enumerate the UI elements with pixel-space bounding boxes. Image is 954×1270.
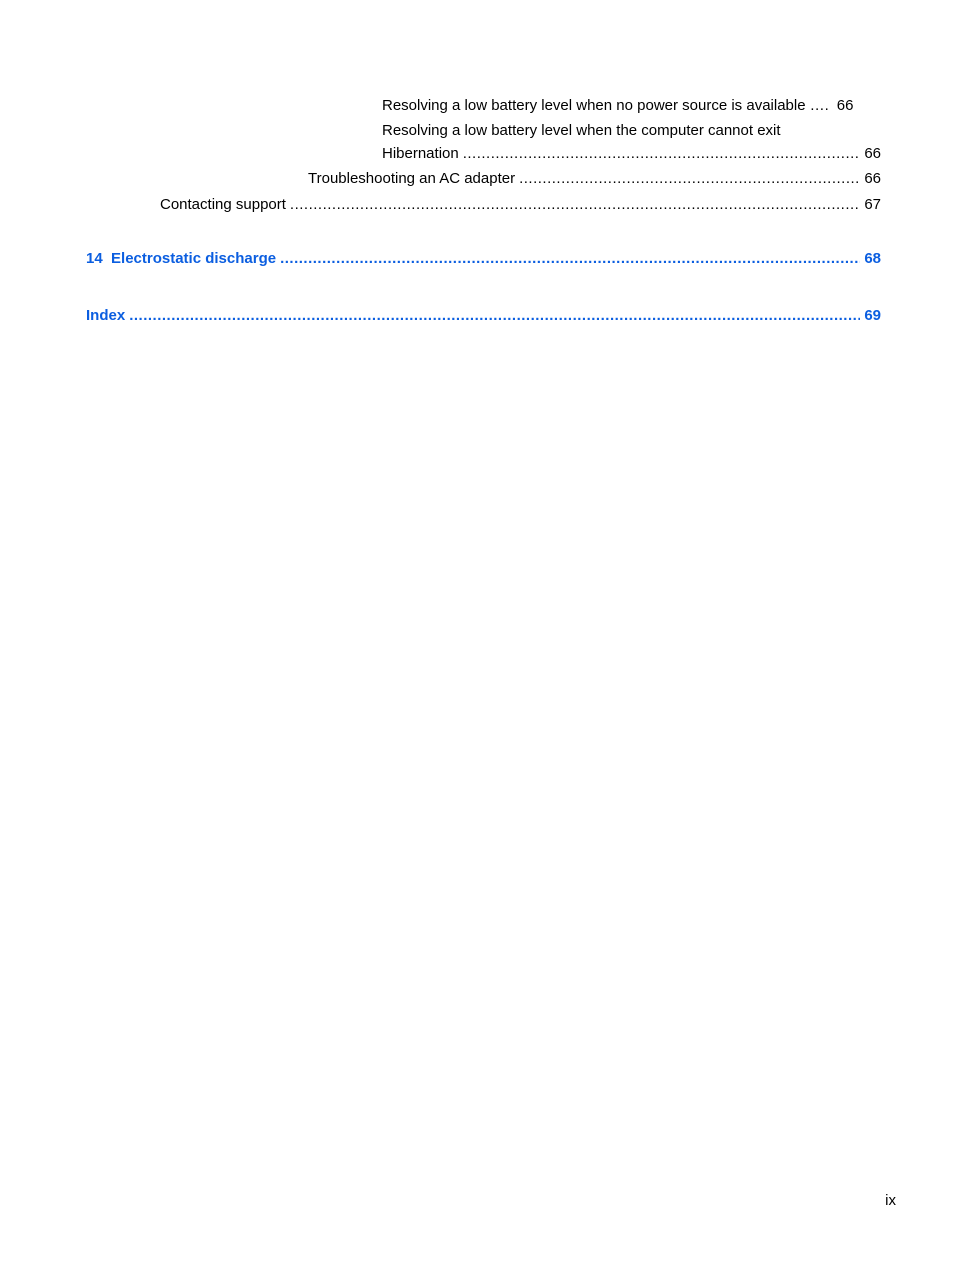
toc-chapter-title: Index (86, 307, 126, 324)
toc-entry-troubleshooting-ac-adapter[interactable] (308, 170, 881, 188)
toc-entry-page: 66 (864, 170, 881, 187)
toc-entry-resolving-no-power[interactable] (382, 97, 881, 115)
toc-entry-title: Contacting support (160, 196, 286, 213)
toc-chapter-page: 69 (864, 307, 881, 324)
toc-dot-leader (463, 145, 861, 163)
toc-entry-title-line2: Hibernation (382, 145, 459, 162)
toc-dot-leader (129, 307, 860, 325)
toc-entry-leader-short: …. (809, 97, 829, 114)
toc-entry-page: 66 (836, 97, 854, 114)
toc-entry-title: Troubleshooting an AC adapter (308, 170, 516, 187)
toc-entry-title: Resolving a low battery level when no power source is available (382, 97, 806, 114)
footer-page-number: ix (885, 1192, 896, 1209)
toc-chapter-title: 14 Electrostatic discharge (86, 250, 277, 267)
toc-dot-leader (519, 170, 860, 188)
toc-entry-page: 67 (864, 196, 881, 213)
toc-chapter-page: 68 (864, 250, 881, 267)
toc-entry-resolving-hibernation[interactable] (382, 145, 881, 163)
toc-entry-resolving-hibernation-line1[interactable] (382, 122, 781, 140)
toc-entry-title-line1: Resolving a low battery level when the computer cannot exit (382, 122, 781, 139)
toc-dot-leader (290, 196, 860, 214)
toc-entry-contacting-support[interactable] (160, 196, 881, 214)
toc-chapter-index[interactable] (86, 307, 881, 325)
toc-chapter-electrostatic-discharge[interactable] (86, 250, 881, 268)
toc-dot-leader (280, 250, 860, 268)
toc-entry-page: 66 (864, 145, 881, 162)
